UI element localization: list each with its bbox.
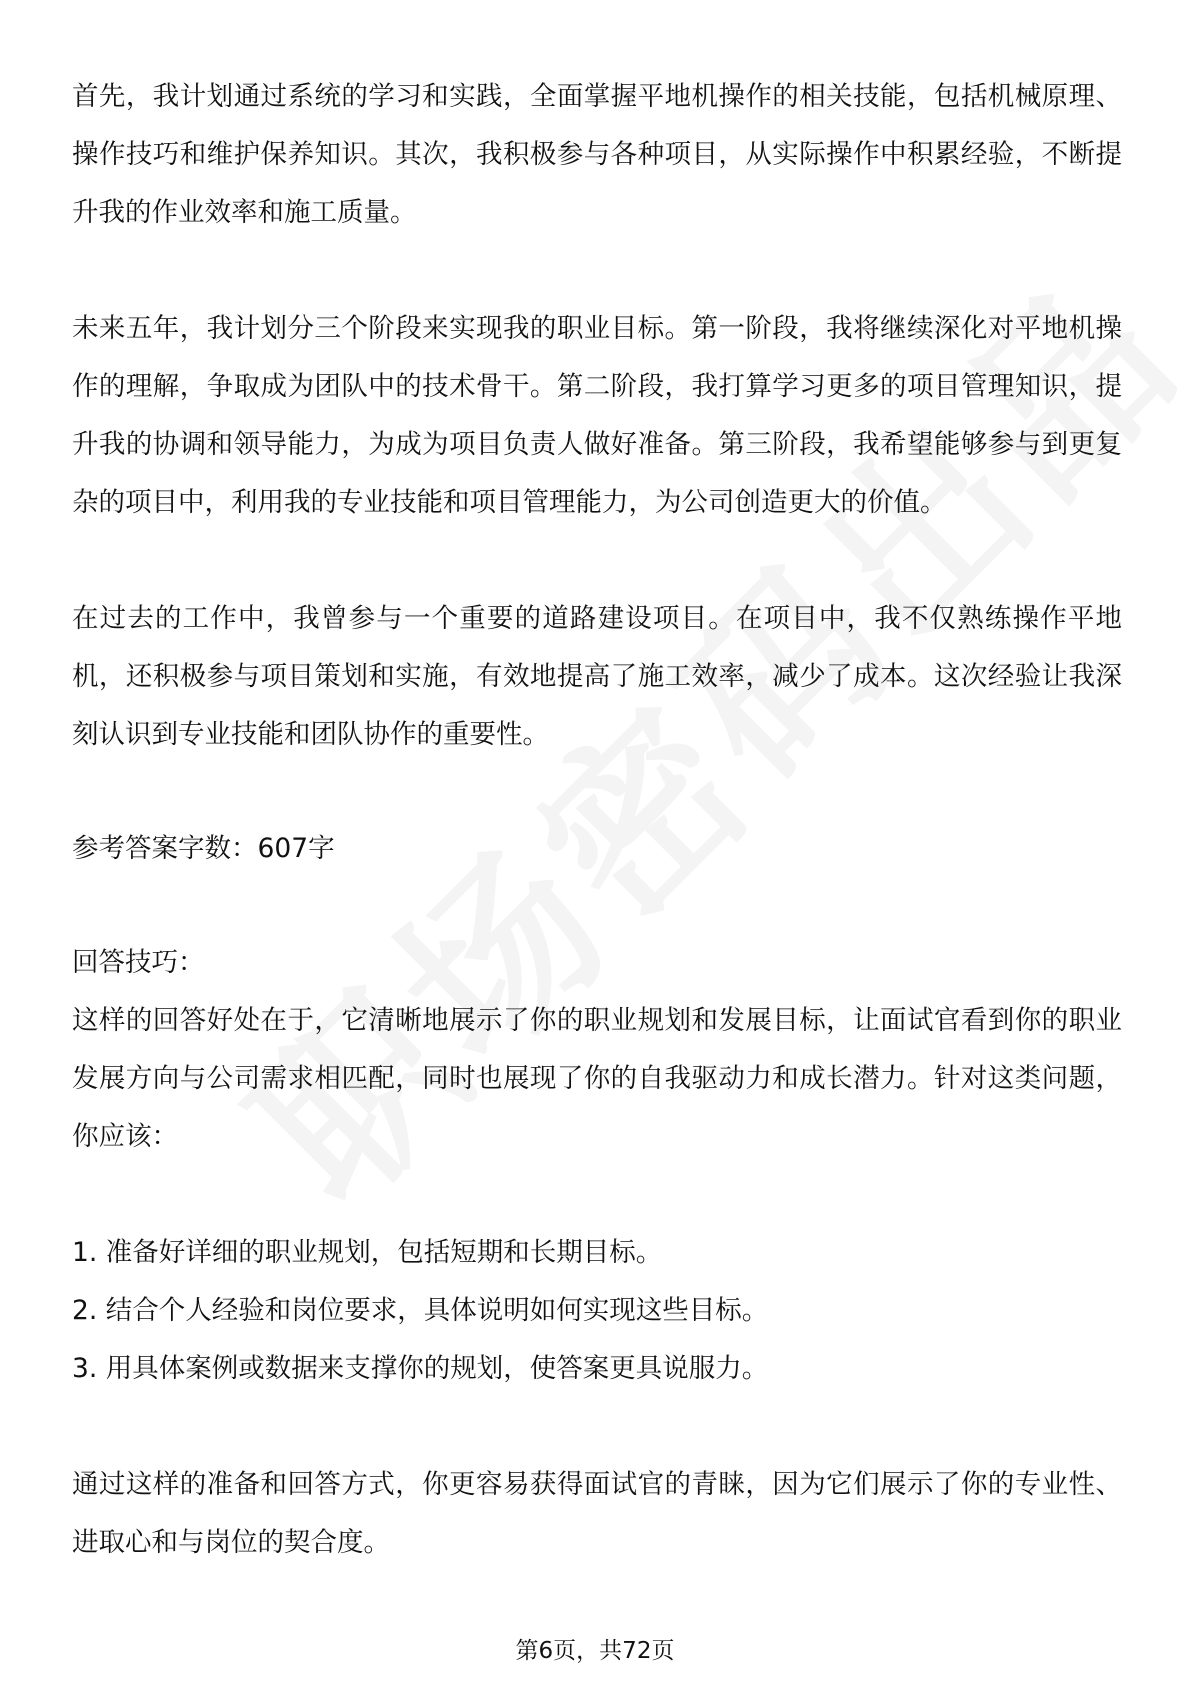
tips-heading: 回答技巧： — [72, 947, 205, 978]
paragraph-conclusion: 通过这样的准备和回答方式，你更容易获得面试官的青睐，因为它们展示了你的专业性、进取心和与岗位的契合度。 — [72, 1469, 1122, 1558]
tips-intro: 这样的回答好处在于，它清晰地展示了你的职业规划和发展目标，让面试官看到你的职业发展方向与公司需求相匹配，同时也展现了你的自我驱动力和成长潜力。针对这类问题，你应该： — [72, 1005, 1122, 1152]
list-item: 2. 结合个人经验和岗位要求，具体说明如何实现这些目标。 — [72, 1295, 769, 1326]
list-item: 1. 准备好详细的职业规划，包括短期和长期目标。 — [72, 1237, 663, 1268]
spacer — [72, 764, 1122, 820]
paragraph-five-year-plan: 未来五年，我计划分三个阶段来实现我的职业目标。第一阶段，我将继续深化对平地机操作的理解，争取成为团队中的技术骨干。第二阶段，我打算学习更多的项目管理知识，提升我的协调和领导能力，为成为项目负责人做好准备。第三阶段，我希望能够参与到更复杂的项目中，利用我的专业技能和项目管理能力，为公司创造更大的价值。 — [72, 313, 1122, 518]
tips-list — [72, 1224, 1122, 1398]
spacer — [72, 1398, 1122, 1456]
spacer — [72, 242, 1122, 300]
spacer — [72, 1166, 1122, 1224]
page-number: 第6页，共72页 — [515, 1638, 675, 1664]
paragraph-past-experience: 在过去的工作中，我曾参与一个重要的道路建设项目。在项目中，我不仅熟练操作平地机，还积极参与项目策划和实施，有效地提高了施工效率，减少了成本。这次经验让我深刻认识到专业技能和团队协作的重要性。 — [72, 603, 1122, 750]
paragraph-skills-plan: 首先，我计划通过系统的学习和实践，全面掌握平地机操作的相关技能，包括机械原理、操作技巧和维护保养知识。其次，我积极参与各种项目，从实际操作中积累经验，不断提升我的作业效率和施工质量。 — [72, 81, 1122, 228]
list-item: 3. 用具体案例或数据来支撑你的规划，使答案更具说服力。 — [72, 1353, 769, 1384]
document-body — [72, 68, 1122, 1572]
word-count: 参考答案字数：607字 — [72, 833, 335, 864]
spacer — [72, 878, 1122, 934]
spacer — [72, 532, 1122, 590]
